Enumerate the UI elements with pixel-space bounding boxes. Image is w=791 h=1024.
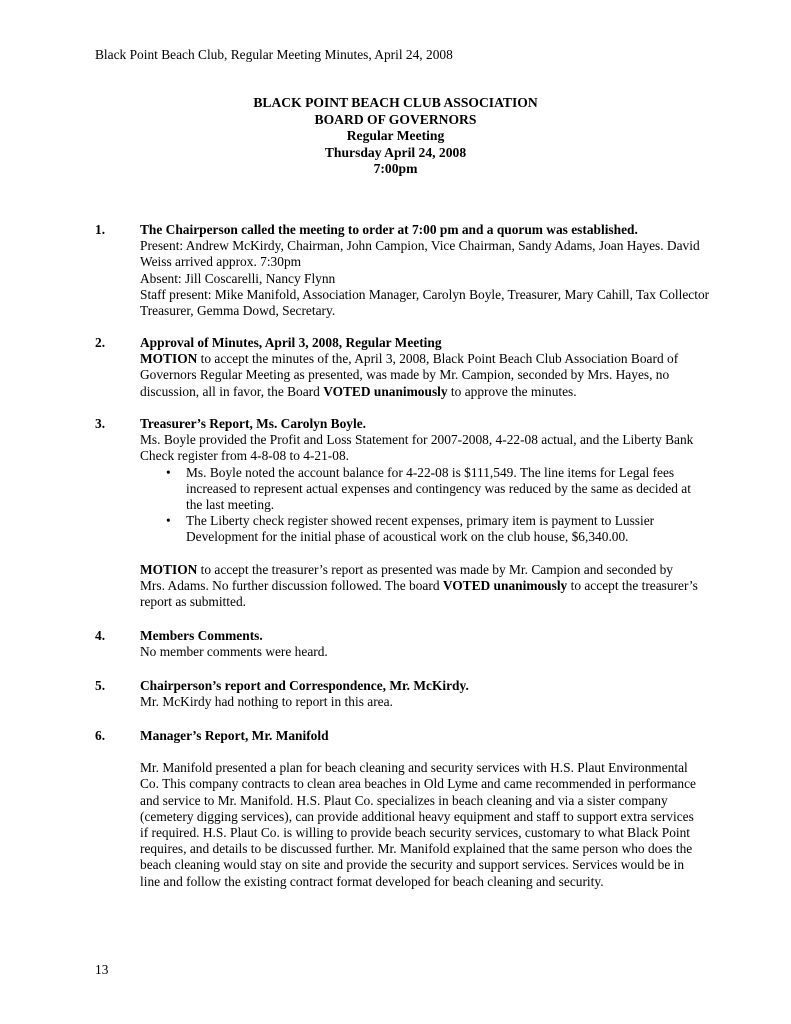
- voted-label: VOTED unanimously: [442, 577, 568, 593]
- title-meeting-type: Regular Meeting: [346, 128, 445, 144]
- item-heading: Approval of Minutes, April 3, 2008, Regular Meeting: [140, 335, 442, 350]
- motion-label: MOTION: [140, 351, 198, 367]
- motion-end: to accept the treasurer’s report as submitted.: [140, 577, 698, 610]
- item-heading: Chairperson’s report and Correspondence, Mr. McKirdy.: [140, 678, 469, 693]
- item-content: [140, 678, 700, 710]
- item-number: 6.: [95, 728, 106, 743]
- bullet-icon: •: [166, 464, 171, 480]
- item-content: [140, 416, 700, 610]
- motion-paragraph: [140, 562, 700, 611]
- staff-text: Staff present: Mike Manifold, Association Manager, Carolyn Boyle, Treasurer, Mary Cahill, Tax Collector Treasurer, Gemma Dowd, Secretary.: [140, 286, 710, 319]
- voted-label: VOTED unanimously: [323, 383, 448, 399]
- running-header: Black Point Beach Club, Regular Meeting Minutes, April 24, 2008: [95, 47, 453, 62]
- motion-text: to accept the treasurer’s report as presented was made by Mr. Campion and seconded by Mrs. Adams. No further discussion followed. The board: [140, 561, 674, 593]
- item-heading: Members Comments.: [140, 628, 263, 643]
- item-content: [140, 728, 700, 890]
- document-title: [0, 95, 791, 178]
- item-number: 2.: [95, 335, 106, 350]
- motion-end: to approve the minutes.: [447, 383, 577, 399]
- item-content: [140, 222, 710, 319]
- item-number: 1.: [95, 222, 106, 237]
- motion-label: MOTION: [140, 561, 198, 577]
- list-item: [140, 465, 700, 514]
- title-date: Thursday April 24, 2008: [324, 144, 467, 160]
- bullet-list: [140, 465, 700, 546]
- item-heading: Manager’s Report, Mr. Manifold: [140, 728, 329, 743]
- motion-paragraph: [140, 351, 700, 400]
- item-heading: The Chairperson called the meeting to order at 7:00 pm and a quorum was established.: [140, 222, 638, 237]
- list-item: [140, 513, 700, 545]
- treasurer-intro: Ms. Boyle provided the Profit and Loss Statement for 2007-2008, 4-22-08 actual, and the Liberty Bank Check register from 4-8-08 to 4-21-08.: [140, 432, 694, 464]
- item-heading: Treasurer’s Report, Ms. Carolyn Boyle.: [140, 416, 366, 431]
- item-number: 3.: [95, 416, 106, 431]
- title-association: BLACK POINT BEACH CLUB ASSOCIATION: [253, 95, 538, 110]
- item-number: 4.: [95, 628, 106, 643]
- item-content: [140, 335, 700, 400]
- item-text: Mr. McKirdy had nothing to report in this area.: [140, 694, 393, 710]
- present-text: Present: Andrew McKirdy, Chairman, John Campion, Vice Chairman, Sandy Adams, Joan Hayes. David Weiss arrived approx. 7:30pm: [140, 238, 700, 270]
- item-text: No member comments were heard.: [140, 644, 328, 660]
- bullet-icon: •: [166, 513, 171, 529]
- item-number: 5.: [95, 678, 106, 693]
- bullet-text: Ms. Boyle noted the account balance for 4-22-08 is $111,549. The line items for Legal fees increased to represent actual expenses and contingency was reduced by the same as decided at the last meeting.: [186, 464, 691, 513]
- absent-text: Absent: Jill Coscarelli, Nancy Flynn: [140, 270, 336, 286]
- manager-report-text: Mr. Manifold presented a plan for beach cleaning and security services with H.S. Plaut Environmental Co. This company contracts to clean area beaches in Old Lyme and came recommended in performance and service to Mr. Manifold. H.S. Plaut Co. specializes in beach cleaning and via a sister company (cemetery digging services), can provide additional heavy equipment and staff to support extra services if required. H.S. Plaut Co. is willing to provide beach security services, customary to what Black Point requires, and details to be discussed further. Mr. Manifold explained that the same person who does the beach cleaning would stay on site and provide the security and support services. Services would be in line and follow the existing contract format developed for beach cleaning and security.: [140, 760, 696, 889]
- page-number: 13: [95, 962, 109, 977]
- item-content: [140, 628, 700, 660]
- title-board: BOARD OF GOVERNORS: [314, 111, 477, 127]
- bullet-text: The Liberty check register showed recent expenses, primary item is payment to Lussier Development for the initial phase of acoustical work on the club house, $6,340.00.: [186, 513, 655, 545]
- motion-text: to accept the minutes of the, April 3, 2008, Black Point Beach Club Association Board of Governors Regular Meeting as presented, was made by Mr. Campion, seconded by Mrs. Hayes, no discussion, all in favor, the Board: [140, 351, 679, 399]
- title-time: 7:00pm: [373, 161, 418, 177]
